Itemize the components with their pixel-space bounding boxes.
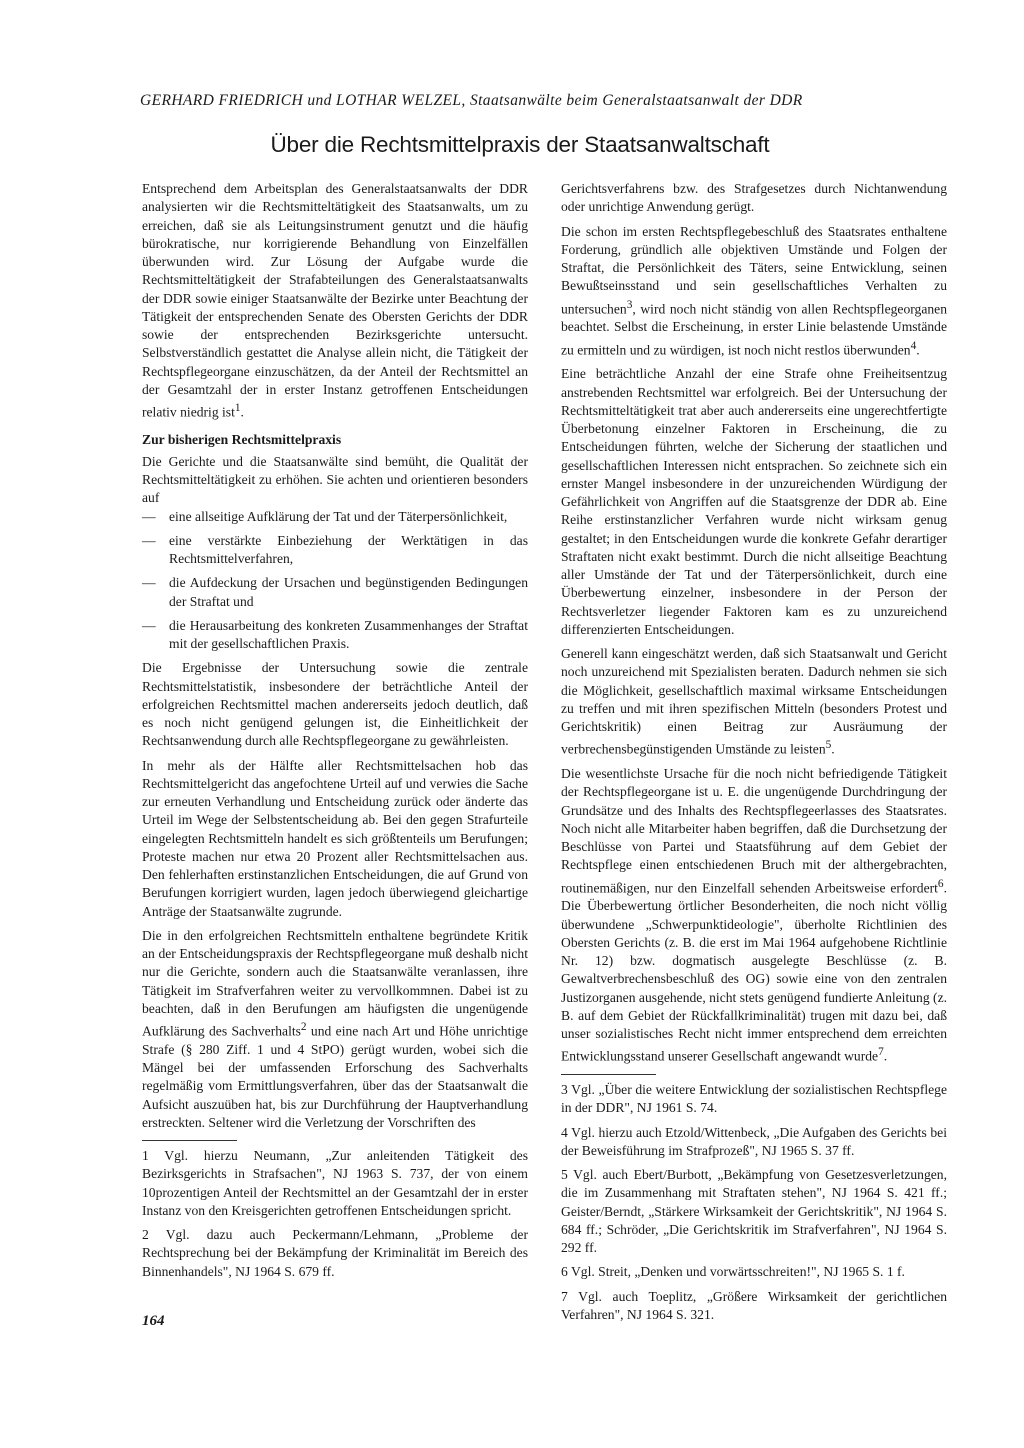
dash-bullet: — bbox=[142, 508, 156, 524]
footnote: 1 Vgl. hierzu Neumann, „Zur anleitenden Tätigkeit des Bezirksgerichts in Strafsachen", NJ 1963 S. 737, der von einem 10prozentigen Anteil der Rechtsmittel an der Gesamtzahl der in erster Instanz von den Kreisgerichten getroffenen Entscheidungen spricht. bbox=[142, 1148, 528, 1218]
footnote: 2 Vgl. dazu auch Peckermann/Lehmann, „Probleme der Rechtsprechung bei der Bekämpfung der Kriminalität im Bereich des Binnenhandels", NJ 1964 S. 679 ff. bbox=[142, 1227, 528, 1279]
list-item: — die Herausarbeitung des konkreten Zusammenhanges der Straftat mit der gesellschaftlichen Praxis. bbox=[142, 617, 528, 652]
paragraph: Die Ergebnisse der Untersuchung sowie die zentrale Rechtsmittelstatistik, insbesondere der beträchtliche Anteil der erfolgreichen Rechtsmittel machen andererseits jedoch deutlich, daß es noch nicht genügend gelungen ist, die Einheitlichkeit der Rechtsanwendung durch alle Rechtspflegeorgane zu gewährleisten. bbox=[142, 660, 528, 749]
paragraph: Gerichtsverfahrens bzw. des Strafgesetzes durch Nichtanwendung oder unrichtige Anwendung gerügt. bbox=[561, 181, 947, 215]
list-item: — die Aufdeckung der Ursachen und begünstigenden Bedingungen der Straftat und bbox=[142, 575, 528, 609]
paragraph: In mehr als der Hälfte aller Rechtsmittelsachen hob das Rechtsmittelgericht das angefochtene Urteil auf und verwies die Sache zur erneuten Verhandlung und Entscheidung zurück oder änderte das Urteil im Wege der Selbstentscheidung ab. Bei den gegen Strafurteile eingelegten Rechtsmitteln handelt es sich größtenteils um Berufungen; Proteste machen nur etwa 20 Prozent aller Rechtsmittelsachen aus. Den fehlerhaften erstinstanzlichen Entscheidungen, die auf Grund von Berufungen korrigiert wurden, lagen jedoch überwiegend gleichartige Anträge der Staatsanwälte zugrunde. bbox=[142, 757, 528, 919]
footnote: 3 Vgl. „Über die weitere Entwicklung der sozialistischen Rechtspflege in der DDR", NJ 1961 S. 74. bbox=[561, 1082, 947, 1116]
footnote-ref: 6 bbox=[937, 877, 944, 890]
footnote-ref: 5 bbox=[825, 739, 832, 752]
footnote-ref: 7 bbox=[878, 1046, 884, 1059]
list-item: — eine verstärkte Einbeziehung der Werktätigen in das Rechtsmittelverfahren, bbox=[142, 532, 528, 567]
right-column bbox=[561, 180, 947, 1324]
bullet-list bbox=[142, 508, 528, 654]
article-title: Über die Rechtsmittelpraxis der Staatsanwaltschaft bbox=[270, 132, 770, 157]
paragraph: Die wesentlichste Ursache für die noch nicht befriedigende Tätigkeit der Rechtspflegeorgane ist u. E. die ungenügende Durchdringung der Grundsätze und des Inhalts des Rechtspflegeerlasses des Staatsrates. Noch nicht alle Mitarbeiter haben begriffen, daß die Durchsetzung der Beschlüsse von Partei und Staatsführung auf dem Gebiet der Rechtspflege einen entschiedenen Bruch mit der althergebrachten, routinemäßigen, nur den Einzelfall sehenden Arbeitsweise erfordert$^6$. Die Überbewertung örtlicher Besonderheiten, die noch nicht völlig überwundene „Schwerpunktideologie", überholte Richtlinien des Obersten Gerichts (z. B. die erst im Mai 1964 aufgehobene Richtlinie Nr. 12) bzw. dogmatisch ausgelegte Beschlüsse (z. B. Gewaltverbrechensbeschluß des OG) sowie eine von den zentralen Justizorganen ausgehende, nicht stets genügend fundierte Anleitung (z. B. auf dem Gebiet der Rückfallkriminalität) trugen mit dazu bei, daß unser sozialistisches Recht nicht immer entsprechend dem erreichten Entwicklungsstand unserer Gesellschaft angewandt wurde$^7$. bbox=[561, 766, 947, 1064]
paragraph: Die Gerichte und die Staatsanwälte sind bemüht, die Qualität der Rechtsmitteltätigkeit zu erhöhen. Sie achten und orientieren besonders auf bbox=[142, 453, 528, 506]
paragraph: Eine beträchtliche Anzahl der eine Strafe ohne Freiheitsentzug anstrebenden Rechtsmittel war erfolgreich. Bei der Untersuchung der Rechtsmitteltätigkeit trat aber auch andererseits eine ungerechtfertigte Überbetonung einzelner Faktoren in Erscheinung, die zu Entscheidungen führten, welche der Sicherung der staatlichen und gesellschaftlichen Interessen nicht entsprachen. So zeichnete sich ein ernster Mangel insbesondere in der unzureichenden Würdigung der Gefährlichkeit von Angriffen auf die Staatsgrenze der DDR ab. Eine Reihe erstinstanzlicher Verfahren wurde nicht wirksam genug gestaltet; in den Entscheidungen wurde die konkrete Gefahr derartiger Straftaten nicht exakt bestimmt. Durch die nicht allseitige Beachtung aller Umstände der Tat und der Täterpersönlichkeit, durch eine Überbewertung einzelner, insbesondere in der Person der Rechtsverletzer liegender Faktoren kam es zu unzureichend differenzierten Entscheidungen. bbox=[561, 366, 947, 637]
list-item: — eine allseitige Aufklärung der Tat und der Täterpersönlichkeit, bbox=[142, 508, 528, 526]
dash-bullet: — bbox=[142, 532, 156, 548]
footnote-ref: 3 bbox=[626, 298, 633, 311]
paragraph: Entsprechend dem Arbeitsplan des Generalstaatsanwalts der DDR analysierten wir die Rechtsmitteltätigkeit des Staatsanwalts, um zu erreichen, daß sie als Leitungsinstrument genutzt und die häufig bürokratische, nur korrigierende Behandlung von Einzelfällen überwunden wird. Zur Lösung der Aufgabe wurde die Rechtsmitteltätigkeit der Strafabteilungen des Generalstaatsanwalts der DDR sowie einiger Staatsanwälte der Bezirke unter Beachtung der Tätigkeit der entsprechenden Senate des Obersten Gerichts der DDR sowie der entsprechenden Bezirksgerichte untersucht. Selbstverständlich gestattet die Analyse allein nicht, die Tätigkeit der Rechtspflegeorgane einzuschätzen, da der Anteil der Rechtsmittel an der Gesamtzahl der in erster Instanz getroffenen Entscheidungen relativ niedrig ist$^1$. bbox=[142, 181, 528, 420]
paragraph: Die in den erfolgreichen Rechtsmitteln enthaltene begründete Kritik an der Entscheidungspraxis der Rechtspflegeorgane muß deshalb nicht nur die Gerichte, sondern auch die Staatsanwälte veranlassen, ihre Tätigkeit im Strafverfahren weiter zu vervollkommnen. Dabei ist zu beachten, daß in den Berufungen am häufigsten die ungenügende Aufklärung des Sachverhalts$^2$ und eine nach Art und Höhe unrichtige Strafe (§ 280 Ziff. 1 und 4 StPO) gerügt wurden, wobei sich die Mängel bei der umfassenden Erforschung des Sachverhalts regelmäßig vom Ermittlungsverfahren, über das der Staatsanwalt die Aufsicht auszuüben hat, bis zur Durchführung der Hauptverhandlung erstreckten. Seltener wird die Verletzung der Vorschriften des bbox=[142, 927, 528, 1130]
footnote: 4 Vgl. hierzu auch Etzold/Wittenbeck, „Die Aufgaben des Gerichts bei der Beweisführung im Strafprozeß", NJ 1965 S. 37 ff. bbox=[561, 1124, 947, 1158]
article-authors: GERHARD FRIEDRICH und LOTHAR WELZEL, Staatsanwälte beim Generalstaatsanwalt der DDR bbox=[140, 92, 803, 109]
dash-bullet: — bbox=[142, 575, 156, 591]
footnote-divider bbox=[561, 1074, 656, 1075]
dash-bullet: — bbox=[142, 617, 156, 633]
footnote-ref: 2 bbox=[300, 1021, 307, 1034]
footnote: 6 Vgl. Streit, „Denken und vorwärtsschreiten!", NJ 1965 S. 1 f. bbox=[561, 1264, 905, 1280]
footnote: 7 Vgl. auch Toeplitz, „Größere Wirksamkeit der gerichtlichen Verfahren", NJ 1964 S. 321. bbox=[561, 1288, 947, 1322]
footnote-divider bbox=[142, 1140, 237, 1141]
page-number: 164 bbox=[142, 1313, 165, 1329]
paragraph: Generell kann eingeschätzt werden, daß sich Staatsanwalt und Gericht noch unzureichend mit Spezialisten beraten. Dadurch nehmen sie sich die Möglichkeit, gesellschaftlich maximal wirksame Entscheidungen zu treffen und mit ihren spezifischen Mitteln (besonders Protest und Gerichtskritik) einen Beitrag zur Ausräumung der verbrechensbegünstigenden Umstände zu leisten$^5$. bbox=[561, 646, 947, 757]
paragraph: Die schon im ersten Rechtspflegebeschluß des Staatsrates enthaltene Forderung, gründlich alle objektiven Umstände und Folgen der Straftat, die Persönlichkeit des Täters, seine Entwicklung, seinen Bewußtseinsstand und sein gesellschaftliches Verhalten zu untersuchen$^3$, wird noch nicht ständig von allen Rechtspflegeorganen beachtet. Selbst die Erscheinung, in erster Linie belastende Umstände zu ermitteln und zu würdigen, ist noch nicht restlos überwunden$^4$. bbox=[561, 223, 947, 358]
section-heading: Zur bisherigen Rechtsmittelpraxis bbox=[142, 431, 342, 447]
left-column bbox=[142, 180, 528, 1281]
footnote: 5 Vgl. auch Ebert/Burbott, „Bekämpfung von Gesetzesverletzungen, die im Zusammenhang mit Straftaten stehen", NJ 1964 S. 421 ff.; Geister/Berndt, „Stärkere Wirksamkeit der Gerichtskritik", NJ 1964 S. 684 ff.; Schröder, „Die Gerichtskritik im Strafverfahren", NJ 1964 S. 292 ff. bbox=[561, 1167, 947, 1256]
footnote-ref: 4 bbox=[910, 339, 917, 352]
footnote-ref: 1 bbox=[234, 402, 241, 414]
